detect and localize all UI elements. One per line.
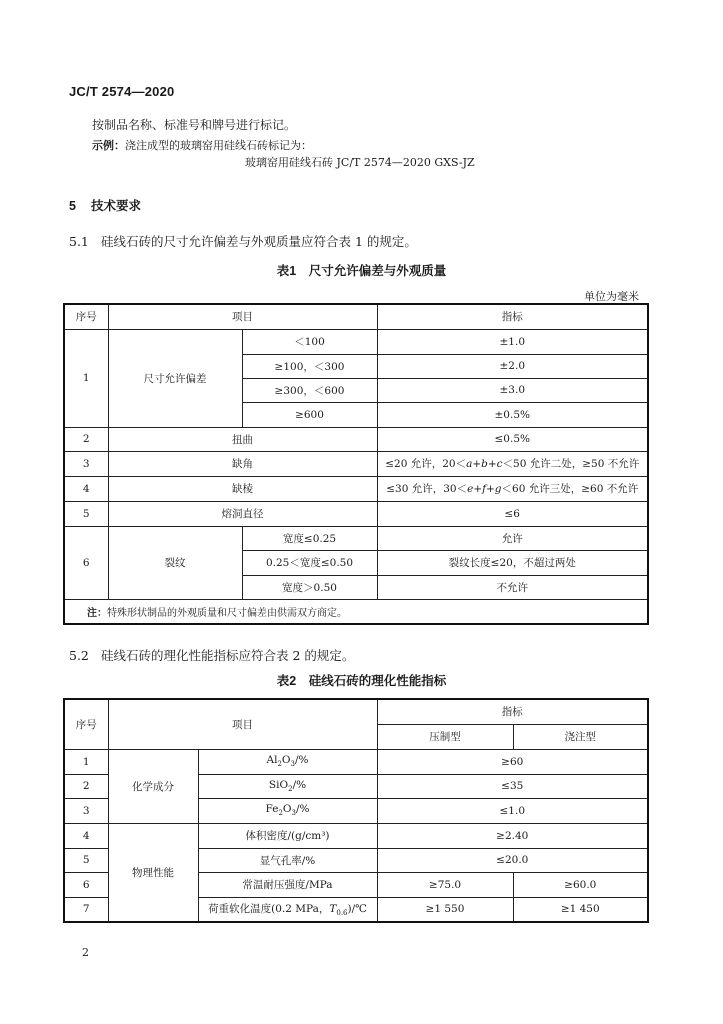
row-seq: 2 bbox=[64, 427, 108, 451]
row-item bbox=[198, 749, 377, 774]
row-item bbox=[198, 798, 377, 823]
item-part: 荷重软化温度(0.2 MPa， bbox=[208, 903, 330, 916]
row-item: 扭曲 bbox=[108, 427, 377, 451]
row-seq: 4 bbox=[64, 823, 108, 848]
section-heading bbox=[69, 196, 141, 214]
sub-range: 宽度≤0.25 bbox=[242, 526, 377, 550]
row-value: ≤1.0 bbox=[377, 798, 648, 823]
row-item: 裂纹 bbox=[108, 526, 242, 599]
clause-text: 硅线石砖的理化性能指标应符合表 2 的规定。 bbox=[101, 648, 355, 663]
row-item: 体积密度/(g/cm³) bbox=[198, 823, 377, 848]
row-value: ≤35 bbox=[377, 774, 648, 798]
value-part: ＜50 允许二处，≥50 不允许 bbox=[502, 458, 640, 470]
formula-part: /% bbox=[292, 778, 307, 791]
row-item bbox=[198, 774, 377, 798]
formula-part: Al bbox=[266, 754, 278, 767]
header-index: 指标 bbox=[377, 699, 648, 724]
value-pressed: ≥1 550 bbox=[377, 897, 513, 922]
header-item: 项目 bbox=[108, 699, 377, 749]
formula-part: O bbox=[281, 754, 291, 767]
table-row bbox=[64, 427, 648, 451]
formula-sub: 2 bbox=[288, 785, 293, 794]
row-value: ±0.5% bbox=[377, 402, 648, 427]
row-item: 显气孔率/% bbox=[198, 848, 377, 872]
formula-sub: 2 bbox=[278, 809, 283, 818]
row-seq: 7 bbox=[64, 897, 108, 922]
table-row bbox=[64, 501, 648, 526]
clause-text: 硅线石砖的尺寸允许偏差与外观质量应符合表 1 的规定。 bbox=[101, 234, 417, 249]
value-variable: a+b+c bbox=[466, 458, 503, 470]
row-value: 裂纹长度≤20，不超过两处 bbox=[377, 550, 648, 575]
note-label: 注： bbox=[87, 607, 107, 619]
table-header-row bbox=[64, 699, 648, 724]
value-cast: ≥60.0 bbox=[513, 872, 648, 897]
row-item bbox=[198, 897, 377, 922]
formula-sub: 3 bbox=[290, 760, 295, 769]
sub-range: 宽度＞0.50 bbox=[242, 575, 377, 599]
row-item: 缺棱 bbox=[108, 476, 377, 501]
row-value: 允许 bbox=[377, 526, 648, 550]
formula-part: SiO bbox=[268, 778, 289, 791]
standard-code-header: JC/T 2574—2020 bbox=[69, 84, 175, 99]
item-sub: 0.6 bbox=[336, 909, 348, 918]
row-seq: 6 bbox=[64, 526, 108, 599]
header-item: 项目 bbox=[108, 304, 377, 329]
formula-part: Fe bbox=[265, 803, 279, 816]
item-part: )/℃ bbox=[347, 903, 367, 916]
table1-unit: 单位为毫米 bbox=[584, 290, 639, 303]
row-value: ≥2.40 bbox=[377, 823, 648, 848]
row-seq: 1 bbox=[64, 329, 108, 427]
sub-range: ≥100，＜300 bbox=[242, 354, 377, 378]
table2-title: 表2 硅线石砖的理化性能指标 bbox=[276, 674, 447, 688]
row-seq: 3 bbox=[64, 798, 108, 823]
table-row bbox=[64, 451, 648, 476]
row-seq: 4 bbox=[64, 476, 108, 501]
header-seq: 序号 bbox=[64, 304, 108, 329]
value-part: ＜60 允许三处，≥60 不允许 bbox=[501, 483, 639, 495]
table-dimension-tolerance bbox=[63, 303, 649, 625]
row-value: 不允许 bbox=[377, 575, 648, 599]
group-physical: 物理性能 bbox=[108, 823, 198, 922]
header-index: 指标 bbox=[377, 304, 648, 329]
formula-part: O bbox=[282, 803, 292, 816]
clause-5-2 bbox=[69, 646, 354, 664]
formula-part: /% bbox=[295, 803, 310, 816]
table-row bbox=[64, 526, 648, 550]
row-seq: 6 bbox=[64, 872, 108, 897]
header-cast: 浇注型 bbox=[513, 724, 648, 749]
row-value: ≥60 bbox=[377, 749, 648, 774]
table-row bbox=[64, 476, 648, 501]
row-seq: 1 bbox=[64, 749, 108, 774]
row-seq: 3 bbox=[64, 451, 108, 476]
row-seq: 5 bbox=[64, 501, 108, 526]
sub-range: ≥300，＜600 bbox=[242, 378, 377, 402]
item-variable: T bbox=[329, 903, 337, 916]
clause-number: 5.1 bbox=[69, 234, 89, 249]
sub-range: 0.25＜宽度≤0.50 bbox=[242, 550, 377, 575]
row-value bbox=[377, 476, 648, 501]
clause-5-1 bbox=[69, 232, 417, 250]
table1-title: 表1 尺寸允许偏差与外观质量 bbox=[276, 264, 447, 278]
table-header-row bbox=[64, 304, 648, 329]
table-note bbox=[64, 599, 648, 624]
example-label: 示例： bbox=[92, 140, 125, 152]
row-item: 缺角 bbox=[108, 451, 377, 476]
marking-instruction: 按制品名称、标准号和牌号进行标记。 bbox=[92, 118, 297, 132]
example-mark: 玻璃窑用硅线石砖 JC/T 2574—2020 GXS-JZ bbox=[245, 156, 475, 169]
example-text: 浇注成型的玻璃窑用硅线石砖标记为： bbox=[125, 139, 312, 152]
row-item: 常温耐压强度/MPa bbox=[198, 872, 377, 897]
note-text: 特殊形状制品的外观质量和尺寸偏差由供需双方商定。 bbox=[107, 607, 347, 619]
table-note-row bbox=[64, 599, 648, 624]
formula-sub: 3 bbox=[291, 809, 296, 818]
header-pressed: 压制型 bbox=[377, 724, 513, 749]
table-physicochemical bbox=[63, 698, 649, 923]
formula-sub: 2 bbox=[277, 760, 282, 769]
row-value: ≤0.5% bbox=[377, 427, 648, 451]
table-row bbox=[64, 329, 648, 354]
section-number: 5 bbox=[69, 199, 76, 213]
value-part: ≤20 允许，20＜ bbox=[385, 458, 467, 470]
sub-range: ≥600 bbox=[242, 402, 377, 427]
section-title: 技术要求 bbox=[91, 199, 142, 213]
value-cast: ≥1 450 bbox=[513, 897, 648, 922]
row-value: ≤6 bbox=[377, 501, 648, 526]
row-value: ±1.0 bbox=[377, 329, 648, 354]
row-value: ≤20.0 bbox=[377, 848, 648, 872]
row-seq: 5 bbox=[64, 848, 108, 872]
row-value: ±3.0 bbox=[377, 378, 648, 402]
value-variable: e+f+g bbox=[467, 483, 502, 495]
row-value bbox=[377, 451, 648, 476]
row-item: 熔洞直径 bbox=[108, 501, 377, 526]
table-row bbox=[64, 823, 648, 848]
header-seq: 序号 bbox=[64, 699, 108, 749]
clause-number: 5.2 bbox=[69, 648, 89, 663]
formula-part: /% bbox=[294, 754, 309, 767]
value-part: ≤30 允许，30＜ bbox=[386, 483, 468, 495]
table-row bbox=[64, 749, 648, 774]
page-number: 2 bbox=[82, 946, 89, 959]
example-line bbox=[92, 137, 312, 153]
row-seq: 2 bbox=[64, 774, 108, 798]
value-pressed: ≥75.0 bbox=[377, 872, 513, 897]
group-chemical: 化学成分 bbox=[108, 749, 198, 823]
sub-range: ＜100 bbox=[242, 329, 377, 354]
row-item: 尺寸允许偏差 bbox=[108, 329, 242, 427]
row-value: ±2.0 bbox=[377, 354, 648, 378]
